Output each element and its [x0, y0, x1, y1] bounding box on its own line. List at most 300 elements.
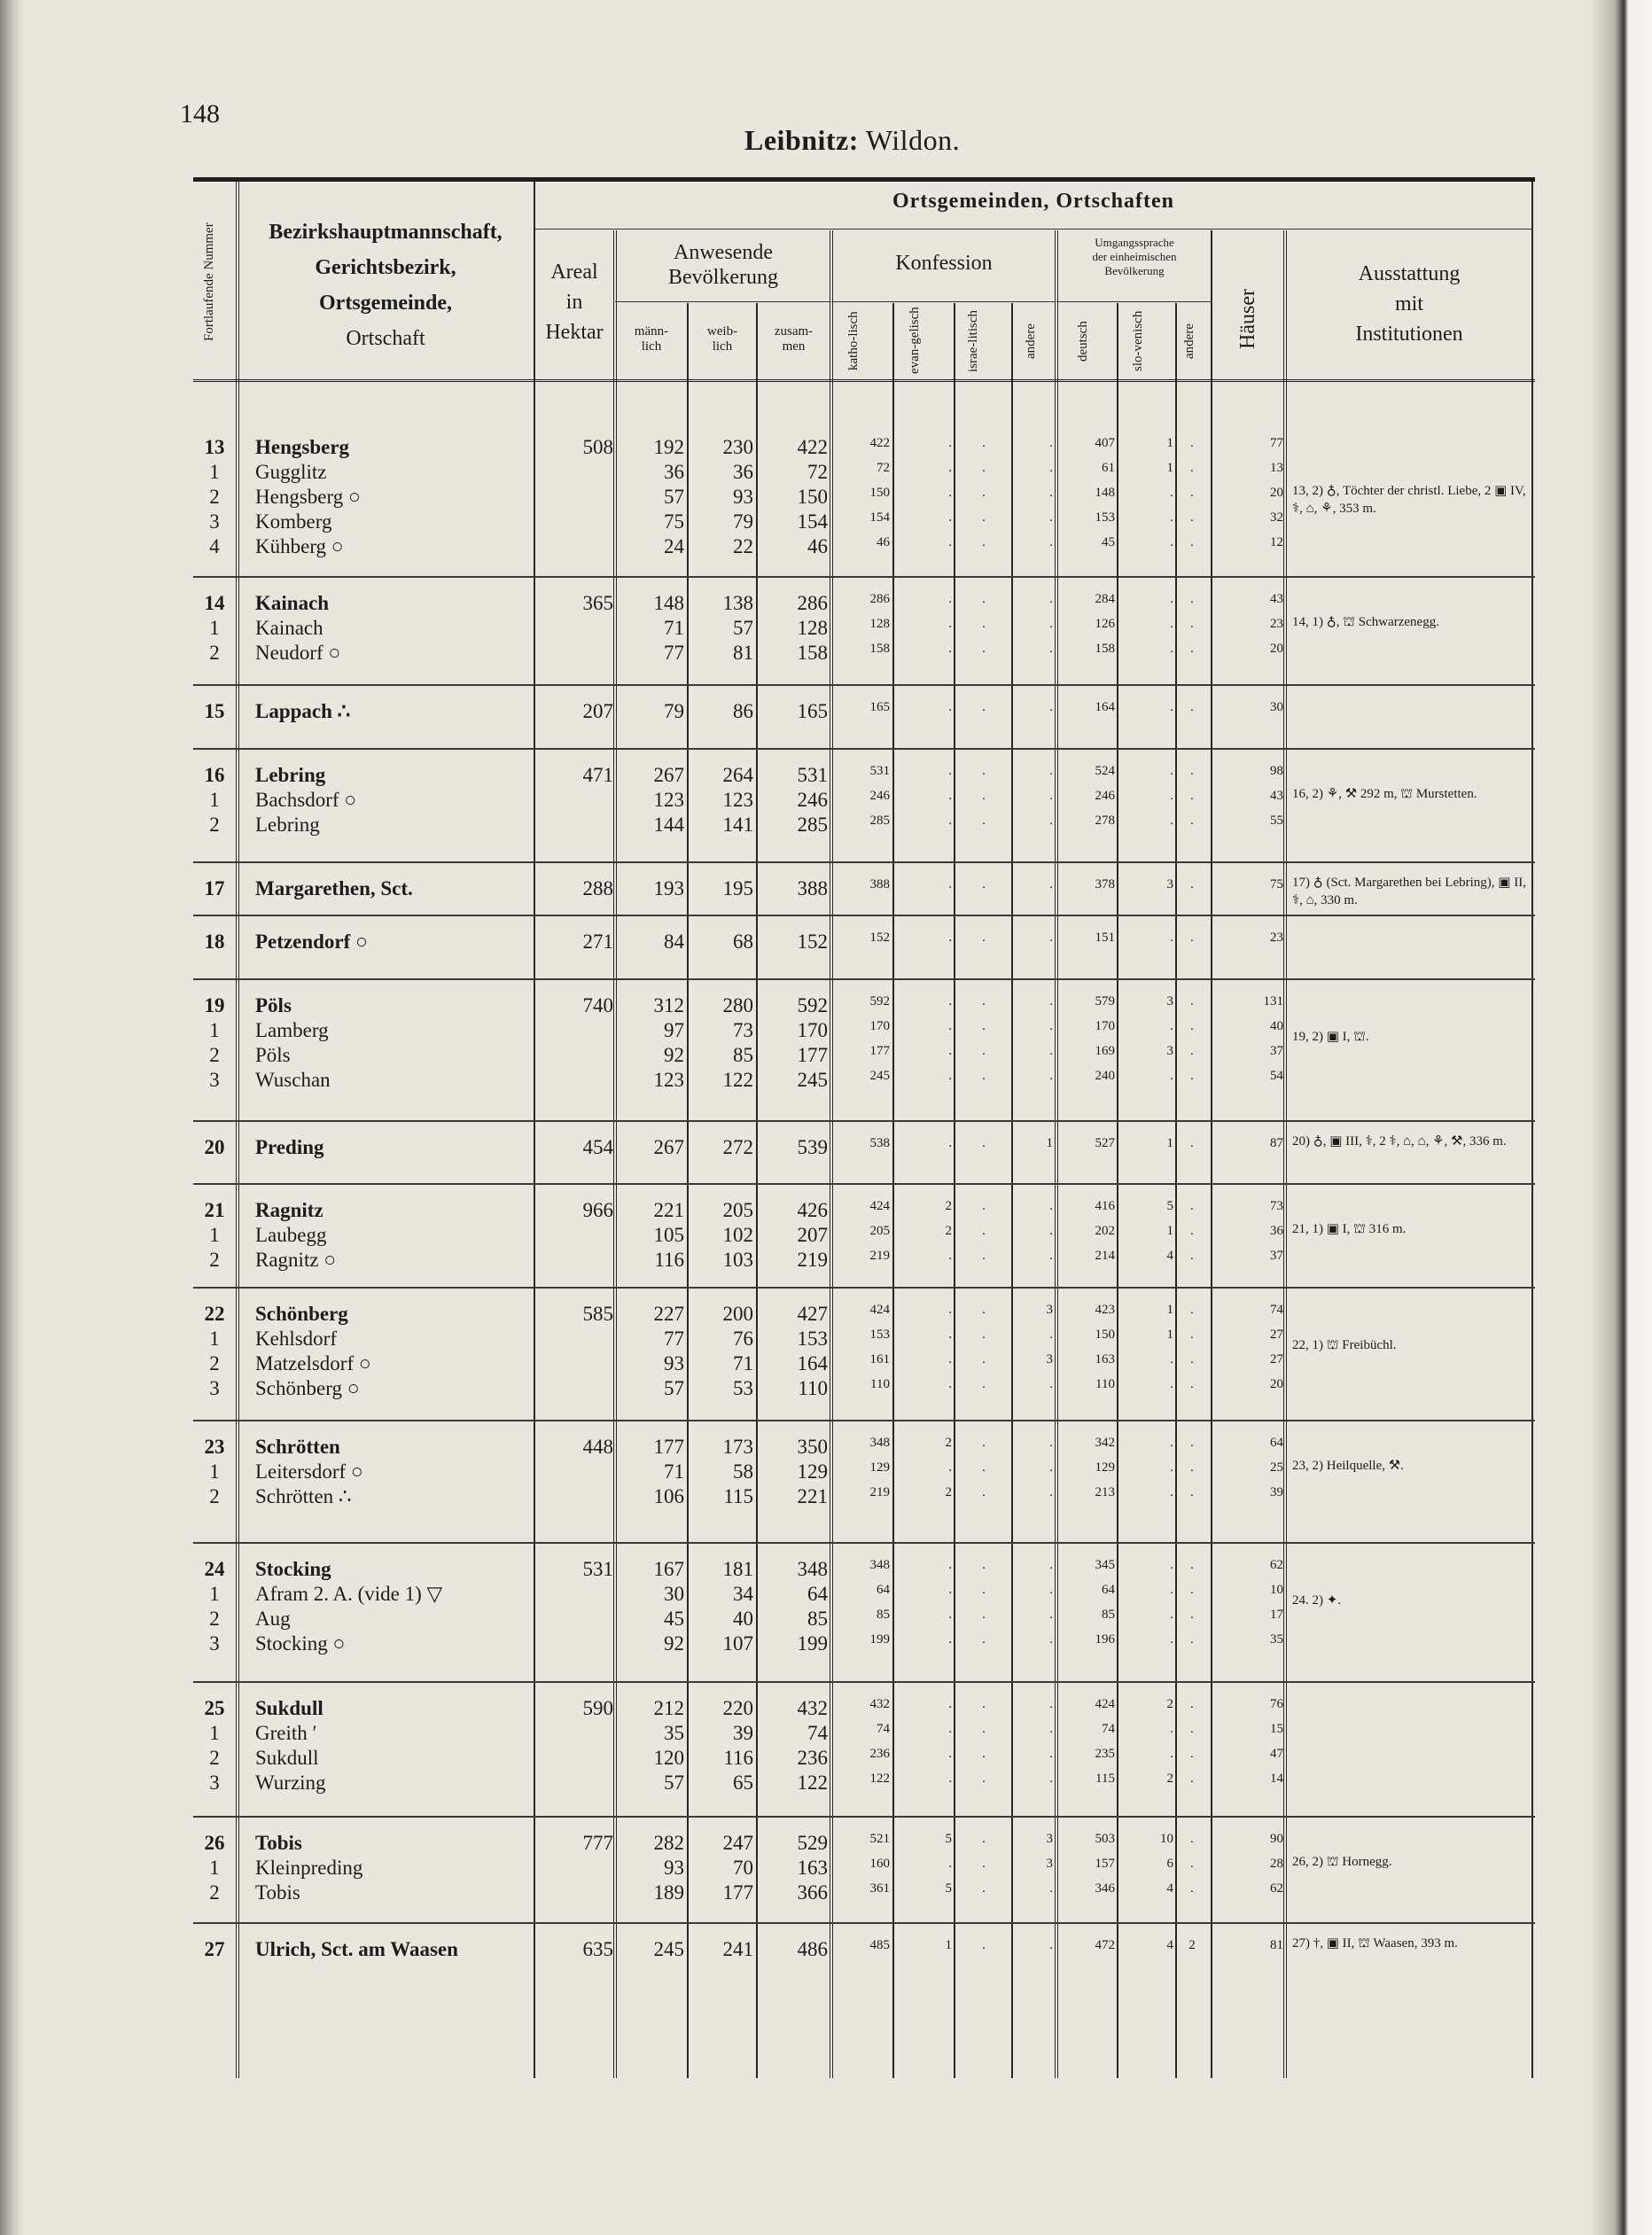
header-bezirk-line: Bezirkshauptmannschaft, — [269, 221, 503, 244]
cell-ev: . — [948, 592, 952, 606]
cell-w: 79 — [733, 510, 753, 533]
cell-no: 22 — [204, 1303, 225, 1325]
cell-as: . — [1190, 1249, 1194, 1263]
cell-name: Wuschan — [255, 1069, 331, 1091]
cell-m: 167 — [653, 1558, 684, 1580]
header-bottom-rule — [193, 379, 1535, 382]
cell-kat: 152 — [869, 931, 890, 945]
cell-ak: . — [1049, 1377, 1053, 1391]
cell-as: . — [1190, 1772, 1194, 1786]
cell-kat: 110 — [870, 1377, 890, 1391]
cell-ev: 2 — [945, 1199, 952, 1213]
cell-ha: 131 — [1263, 994, 1283, 1008]
header-maennlich — [617, 324, 686, 355]
cell-ak: . — [1049, 592, 1053, 606]
cell-w: 73 — [733, 1019, 753, 1041]
cell-m: 105 — [653, 1224, 684, 1246]
cell-as: . — [1190, 1019, 1194, 1033]
cell-z: 426 — [797, 1199, 828, 1221]
cell-is: . — [982, 1460, 986, 1475]
cell-sl: . — [1170, 814, 1173, 828]
cell-kat: 348 — [869, 1558, 890, 1572]
cell-ak: . — [1049, 1328, 1053, 1342]
ausstattung-note: 24. 2) ✦. — [1292, 1593, 1342, 1608]
cell-w: 141 — [722, 814, 753, 836]
cell-ha: 10 — [1270, 1583, 1283, 1597]
cell-de: 163 — [1095, 1352, 1115, 1367]
running-title — [744, 124, 960, 157]
cell-as: . — [1190, 1583, 1194, 1597]
cell-sl: . — [1170, 1352, 1173, 1367]
cell-de: 407 — [1095, 436, 1115, 450]
cell-no: 1 — [209, 1857, 220, 1879]
cell-sl: 2 — [1166, 1697, 1173, 1711]
header-ausstattung-line: mit — [1394, 292, 1423, 315]
cell-no: 3 — [209, 1632, 220, 1655]
cell-area: 207 — [582, 700, 613, 722]
cell-no: 2 — [209, 1352, 220, 1374]
cell-sl: . — [1170, 510, 1173, 525]
cell-is: . — [982, 510, 986, 525]
header-lfd-nr: Fortlaufende Nummer — [202, 222, 216, 341]
cell-ev: . — [948, 1608, 952, 1622]
cell-sl: . — [1170, 764, 1173, 778]
header-bezirk — [238, 214, 534, 356]
cell-ak: . — [1049, 764, 1053, 778]
cell-m: 148 — [653, 592, 684, 614]
cell-de: 115 — [1095, 1772, 1115, 1786]
cell-ev: . — [948, 1460, 952, 1475]
cell-ak: . — [1049, 1436, 1053, 1450]
cell-sl: 3 — [1166, 877, 1173, 892]
cell-name: Margarethen, Sct. — [255, 877, 413, 899]
cell-ak: . — [1049, 617, 1053, 631]
cell-kat: 72 — [877, 461, 890, 475]
cell-w: 65 — [733, 1772, 753, 1794]
group-separator — [193, 1120, 1535, 1122]
cell-de: 235 — [1095, 1747, 1115, 1761]
cell-area: 471 — [582, 764, 613, 786]
cell-m: 92 — [664, 1632, 684, 1655]
cell-name: Stocking — [255, 1558, 331, 1580]
cell-as: . — [1190, 1436, 1194, 1450]
cell-is: . — [982, 1583, 986, 1597]
cell-ha: 28 — [1270, 1857, 1283, 1871]
cell-w: 200 — [722, 1303, 753, 1325]
cell-name: Lappach ∴ — [255, 700, 351, 722]
cell-ha: 81 — [1270, 1938, 1283, 1952]
cell-name: Wurzing — [255, 1772, 326, 1794]
cell-w: 264 — [722, 764, 753, 786]
ausstattung-note: 19, 2) ▣ I, ⛫. — [1292, 1030, 1369, 1044]
cell-sl: . — [1170, 1722, 1173, 1736]
cell-ha: 62 — [1270, 1558, 1283, 1572]
cell-z: 245 — [797, 1069, 828, 1091]
cell-sl: 3 — [1166, 1044, 1173, 1058]
cell-ha: 32 — [1270, 510, 1283, 525]
cell-m: 57 — [664, 486, 684, 508]
cell-ak: 1 — [1046, 1136, 1053, 1150]
cell-no: 13 — [204, 436, 225, 458]
cell-is: . — [982, 1722, 986, 1736]
cell-ak: 3 — [1046, 1352, 1053, 1367]
header-umgangssprache-line: Bevölkerung — [1104, 264, 1165, 277]
cell-is: . — [982, 814, 986, 828]
cell-de: 74 — [1102, 1722, 1115, 1736]
cell-ev: 5 — [945, 1881, 952, 1896]
cell-ha: 77 — [1270, 436, 1283, 450]
cell-ha: 73 — [1270, 1199, 1283, 1213]
cell-w: 70 — [733, 1857, 753, 1879]
cell-ak: . — [1049, 994, 1053, 1008]
cell-name: Pöls — [255, 994, 292, 1016]
cell-ha: 62 — [1270, 1881, 1283, 1896]
cell-de: 158 — [1095, 642, 1115, 656]
cell-kat: 424 — [869, 1199, 890, 1213]
cell-w: 181 — [722, 1558, 753, 1580]
group-separator — [193, 1816, 1535, 1818]
cell-m: 24 — [664, 535, 684, 557]
cell-is: . — [982, 700, 986, 714]
cell-is: . — [982, 1136, 986, 1150]
cell-z: 366 — [797, 1881, 828, 1904]
cell-z: 128 — [797, 617, 828, 639]
cell-is: . — [982, 486, 986, 500]
cell-ev: . — [948, 1558, 952, 1572]
cell-as: . — [1190, 486, 1194, 500]
cell-kat: 285 — [869, 814, 890, 828]
cell-name: Stocking ○ — [255, 1632, 346, 1655]
cell-de: 148 — [1095, 486, 1115, 500]
cell-sl: 1 — [1166, 1224, 1173, 1238]
cell-as: . — [1190, 1352, 1194, 1367]
cell-name: Kehlsdorf — [255, 1328, 337, 1350]
cell-w: 93 — [733, 486, 753, 508]
cell-ak: . — [1049, 700, 1053, 714]
cell-name: Preding — [255, 1136, 324, 1158]
col-line — [1011, 303, 1013, 2078]
cell-de: 169 — [1095, 1044, 1115, 1058]
cell-no: 23 — [204, 1436, 225, 1458]
col-line — [1211, 230, 1212, 2078]
cell-is: . — [982, 1249, 986, 1263]
cell-no: 16 — [204, 764, 225, 786]
cell-area: 635 — [582, 1938, 613, 1960]
cell-z: 350 — [797, 1436, 828, 1458]
cell-ha: 20 — [1270, 1377, 1283, 1391]
cell-kat: 153 — [869, 1328, 890, 1342]
cell-z: 72 — [807, 461, 828, 483]
cell-name: Lamberg — [255, 1019, 329, 1041]
cell-m: 71 — [664, 1460, 684, 1483]
cell-sl: . — [1170, 1558, 1173, 1572]
cell-de: 45 — [1102, 535, 1115, 549]
group-separator — [193, 1287, 1535, 1289]
cell-ak: . — [1049, 1460, 1053, 1475]
cell-ev: . — [948, 1632, 952, 1647]
cell-sl: . — [1170, 1460, 1173, 1475]
cell-ha: 75 — [1270, 877, 1283, 892]
cell-is: . — [982, 1044, 986, 1058]
cell-m: 120 — [653, 1747, 684, 1769]
cell-kat: 170 — [869, 1019, 890, 1033]
cell-is: . — [982, 764, 986, 778]
cell-w: 36 — [733, 461, 753, 483]
cell-ha: 17 — [1270, 1608, 1283, 1622]
running-title-court: Wildon. — [858, 124, 961, 156]
cell-ha: 14 — [1270, 1772, 1283, 1786]
header-umgangssprache — [1058, 236, 1211, 278]
cell-ev: . — [948, 877, 952, 892]
group-separator — [193, 576, 1535, 578]
cell-ev: . — [948, 931, 952, 945]
cell-de: 345 — [1095, 1558, 1115, 1572]
col-line — [613, 230, 617, 2078]
col-line — [892, 303, 894, 2078]
cell-sl: . — [1170, 1632, 1173, 1647]
cell-w: 123 — [722, 789, 753, 811]
cell-name: Schönberg — [255, 1303, 348, 1325]
cell-as: . — [1190, 642, 1194, 656]
cell-no: 18 — [204, 931, 225, 953]
cell-de: 524 — [1095, 764, 1115, 778]
cell-ak: . — [1049, 1485, 1053, 1499]
cell-sl: 1 — [1166, 461, 1173, 475]
cell-w: 230 — [722, 436, 753, 458]
cell-ev: . — [948, 1069, 952, 1083]
col-line — [1175, 303, 1177, 2078]
cell-ha: 98 — [1270, 764, 1283, 778]
cell-as: . — [1190, 1069, 1194, 1083]
cell-kat: 64 — [877, 1583, 890, 1597]
header-rule — [831, 301, 1055, 302]
col-line — [1055, 230, 1058, 2078]
cell-as: . — [1190, 617, 1194, 631]
page-number: 148 — [180, 99, 220, 128]
cell-no: 19 — [204, 994, 225, 1016]
cell-ev: . — [948, 486, 952, 500]
cell-z: 286 — [797, 592, 828, 614]
ausstattung-note: 16, 2) ⚘, ⚒ 292 m, ⛫ Murstetten. — [1292, 787, 1477, 801]
cell-no: 27 — [204, 1938, 225, 1960]
cell-as: . — [1190, 1558, 1194, 1572]
header-areal-line: Hektar — [545, 321, 604, 344]
group-separator — [193, 1542, 1535, 1544]
cell-m: 77 — [664, 1328, 684, 1350]
cell-sl: . — [1170, 1583, 1173, 1597]
cell-ev: . — [948, 1377, 952, 1391]
cell-ev: . — [948, 1857, 952, 1871]
cell-ha: 27 — [1270, 1328, 1283, 1342]
cell-ev: . — [948, 994, 952, 1008]
cell-sl: 4 — [1166, 1249, 1173, 1263]
cell-ak: . — [1049, 1224, 1053, 1238]
cell-m: 79 — [664, 700, 684, 722]
cell-z: 150 — [797, 486, 828, 508]
header-weiblich-line: weib- — [706, 324, 738, 339]
cell-sl: 5 — [1166, 1199, 1173, 1213]
cell-m: 77 — [664, 642, 684, 664]
col-line — [830, 230, 833, 2078]
cell-z: 236 — [797, 1747, 828, 1769]
cell-de: 503 — [1095, 1832, 1115, 1846]
ausstattung-note: 21, 1) ▣ I, ⛫ 316 m. — [1292, 1222, 1407, 1236]
cell-m: 212 — [653, 1697, 684, 1719]
cell-name: Hengsberg — [255, 436, 350, 458]
cell-de: 579 — [1095, 994, 1115, 1008]
cell-m: 144 — [653, 814, 684, 836]
cell-kat: 388 — [869, 877, 890, 892]
cell-area: 454 — [582, 1136, 613, 1158]
cell-as: . — [1190, 931, 1194, 945]
cell-z: 74 — [807, 1722, 828, 1744]
header-areal-line: Areal — [550, 261, 598, 284]
header-zusammen-line: men — [782, 339, 806, 354]
cell-ev: . — [948, 1352, 952, 1367]
cell-kat: 422 — [869, 436, 890, 450]
cell-area: 365 — [582, 592, 613, 614]
cell-ha: 39 — [1270, 1485, 1283, 1499]
cell-ha: 13 — [1270, 461, 1283, 475]
cell-ha: 23 — [1270, 931, 1283, 945]
header-bezirk-line: Gerichtsbezirk, — [315, 256, 456, 279]
cell-z: 64 — [807, 1583, 828, 1605]
cell-z: 529 — [797, 1832, 828, 1854]
cell-w: 57 — [733, 617, 753, 639]
cell-m: 30 — [664, 1583, 684, 1605]
header-maennlich-line: männ- — [634, 324, 669, 339]
header-deutsch: deutsch — [1076, 321, 1090, 362]
cell-m: 227 — [653, 1303, 684, 1325]
cell-name: Greith ′ — [255, 1722, 317, 1744]
cell-w: 68 — [733, 931, 753, 953]
cell-ak: . — [1049, 1249, 1053, 1263]
cell-z: 165 — [797, 700, 828, 722]
cell-as: . — [1190, 700, 1194, 714]
header-bezirk-line: Ortsgemeinde, — [319, 292, 452, 315]
cell-w: 247 — [722, 1832, 753, 1854]
running-title-district: Leibnitz: — [744, 124, 859, 156]
cell-ha: 15 — [1270, 1722, 1283, 1736]
cell-w: 195 — [722, 877, 753, 899]
cell-w: 280 — [722, 994, 753, 1016]
cell-ha: 64 — [1270, 1436, 1283, 1450]
header-ausstattung-line: Institutionen — [1355, 323, 1463, 346]
cell-m: 84 — [664, 931, 684, 953]
cell-no: 14 — [204, 592, 225, 614]
cell-as: . — [1190, 994, 1194, 1008]
cell-is: . — [982, 789, 986, 803]
cell-no: 1 — [209, 1460, 220, 1483]
cell-m: 193 — [653, 877, 684, 899]
cell-ev: 2 — [945, 1485, 952, 1499]
cell-z: 427 — [797, 1303, 828, 1325]
cell-w: 220 — [722, 1697, 753, 1719]
cell-as: . — [1190, 461, 1194, 475]
cell-area: 777 — [582, 1832, 613, 1854]
cell-sl: 4 — [1166, 1881, 1173, 1896]
cell-ak: . — [1049, 535, 1053, 549]
cell-area: 740 — [582, 994, 613, 1016]
cell-is: . — [982, 1485, 986, 1499]
cell-de: 527 — [1095, 1136, 1115, 1150]
cell-as: . — [1190, 1632, 1194, 1647]
cell-z: 170 — [797, 1019, 828, 1041]
cell-de: 424 — [1095, 1697, 1115, 1711]
cell-no: 4 — [209, 535, 220, 557]
header-katholisch: katho-lisch — [846, 311, 861, 371]
cell-ha: 43 — [1270, 789, 1283, 803]
header-umgangssprache-line: Umgangssprache — [1095, 236, 1174, 249]
cell-as: . — [1190, 1044, 1194, 1058]
cell-area: 508 — [582, 436, 613, 458]
header-umgangssprache-line: der einheimischen — [1092, 250, 1177, 263]
header-evangelisch: evan-gelisch — [908, 307, 922, 374]
cell-name: Leitersdorf ○ — [255, 1460, 363, 1483]
cell-is: . — [982, 592, 986, 606]
cell-de: 378 — [1095, 877, 1115, 892]
cell-kat: 246 — [869, 789, 890, 803]
cell-is: . — [982, 1697, 986, 1711]
cell-no: 1 — [209, 617, 220, 639]
cell-z: 432 — [797, 1697, 828, 1719]
cell-ak: . — [1049, 461, 1053, 475]
cell-z: 219 — [797, 1249, 828, 1271]
ausstattung-note: 14, 1) ♁, ⛫ Schwarzenegg. — [1292, 615, 1439, 629]
group-separator — [193, 1922, 1535, 1924]
header-anwesende-line: Anwesende — [674, 241, 773, 264]
ausstattung-note: 13, 2) ♁, Töchter der christl. Liebe, 2 ▣ IV, ⚕, ⌂, ⚘, 353 m. — [1292, 484, 1526, 517]
cell-sl: 1 — [1166, 1328, 1173, 1342]
cell-ak: . — [1049, 510, 1053, 525]
cell-is: . — [982, 642, 986, 656]
cell-de: 61 — [1102, 461, 1115, 475]
col-line — [954, 303, 955, 2078]
cell-kat: 150 — [869, 486, 890, 500]
cell-as: . — [1190, 1136, 1194, 1150]
group-separator — [193, 861, 1535, 863]
header-rule — [1056, 301, 1211, 302]
cell-as: . — [1190, 592, 1194, 606]
cell-w: 40 — [733, 1608, 753, 1630]
cell-area: 966 — [582, 1199, 613, 1221]
ausstattung-note: 17) ♁ (Sct. Margarethen bei Lebring), ▣ II, ⚕, ⌂, 330 m. — [1292, 876, 1526, 908]
cell-m: 282 — [653, 1832, 684, 1854]
cell-w: 272 — [722, 1136, 753, 1158]
cell-w: 107 — [722, 1632, 753, 1655]
cell-z: 122 — [797, 1772, 828, 1794]
cell-kat: 122 — [869, 1772, 890, 1786]
cell-ha: 23 — [1270, 617, 1283, 631]
cell-no: 2 — [209, 1881, 220, 1904]
cell-is: . — [982, 1938, 986, 1952]
ausstattung-note: 22, 1) ⛫ Freibüchl. — [1292, 1338, 1397, 1352]
header-konfession: Konfession — [895, 252, 993, 275]
col-line — [1117, 303, 1118, 2078]
cell-sl: 1 — [1166, 1136, 1173, 1150]
cell-w: 53 — [733, 1377, 753, 1399]
cell-w: 58 — [733, 1460, 753, 1483]
cell-no: 1 — [209, 1722, 220, 1744]
cell-no: 2 — [209, 1485, 220, 1507]
cell-name: Lebring — [255, 814, 320, 836]
cell-ev: 2 — [945, 1224, 952, 1238]
cell-as: . — [1190, 764, 1194, 778]
cell-m: 93 — [664, 1857, 684, 1879]
cell-no: 3 — [209, 1377, 220, 1399]
header-maennlich-line: lich — [641, 339, 662, 354]
cell-name: Kainach — [255, 592, 330, 614]
